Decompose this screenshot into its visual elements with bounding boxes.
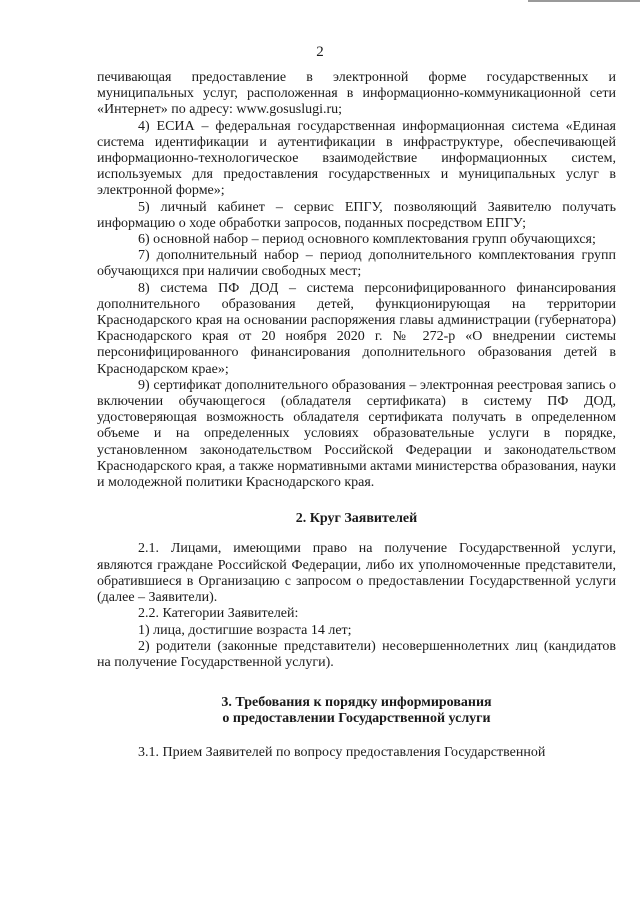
paragraph-2-1: 2.1. Лицами, имеющими право на получение Государственной услуги, являются граждане Российской Федерации, либо их уполномоченные представители, обратившиеся в Организацию с запросом о предоставлении Государственной услуги (далее – Заявители). [97, 541, 616, 606]
section-heading-informing-line2: о предоставлении Государственной услуги [222, 711, 491, 727]
section-heading-applicants: 2. Круг Заявителей [295, 511, 418, 527]
paragraph-esia: 4) ЕСИА – федеральная государственная информационная система «Единая система идентификации и аутентификации в инфраструктуре, обеспечивающей информационно-технологическое взаимодействие информационных систем, используемых для предоставления государственных и муниципальных услуг в электронной форме»; [97, 118, 616, 199]
document-body [97, 70, 616, 761]
paragraph-main-enrollment: 6) основной набор – период основного комплектования групп обучающихся; [138, 232, 596, 248]
paragraph-3-1: 3.1. Прием Заявителей по вопросу предоставления Государственной [138, 744, 546, 760]
paragraph-continuation: печивающая предоставление в электронной форме государственных и муниципальных услуг, расположенная в информационно-коммуникационной сети «Интернет» по адресу: www.gosuslugi.ru; [97, 70, 616, 118]
paragraph-pf-dod-system: 8) система ПФ ДОД – система персонифицированного финансирования дополнительного образования детей, функционирующая на территории Краснодарского края на основании распоряжения главы администрации (губернатора) Краснодарского края от 20 ноября 2020 г. № 272-р «О внедрении системы персонифицированного финансирования дополнительного образования детей в Краснодарском крае»; [97, 280, 616, 377]
list-item-parents: 2) родители (законные представители) несовершеннолетних лиц (кандидатов на получение Государственной услуги). [97, 638, 616, 670]
paragraph-certificate: 9) сертификат дополнительного образования – электронная реестровая запись о включении обучающегося (обладателя сертификата) в систему ПФ ДОД, удостоверяющая возможность обладателя сертификата получать в определенном объеме и на определенных условиях образовательные услуги в порядке, установленном законодательством Российской Федерации и законодательством Краснодарского края, а также нормативными актами министерства образования, науки и молодежной политики Краснодарского края. [97, 377, 616, 491]
page-number: 2 [316, 44, 324, 60]
section-heading-informing-line1: 3. Требования к порядку информирования [221, 695, 492, 711]
paragraph-2-2: 2.2. Категории Заявителей: [138, 606, 299, 622]
top-edge-rule [528, 0, 640, 2]
paragraph-additional-enrollment: 7) дополнительный набор – период дополнительного комплектования групп обучающихся при наличии свободных мест; [97, 248, 616, 280]
paragraph-personal-cabinet: 5) личный кабинет – сервис ЕПГУ, позволяющий Заявителю получать информацию о ходе обработки запросов, поданных посредством ЕПГУ; [97, 199, 616, 231]
list-item-persons-14: 1) лица, достигшие возраста 14 лет; [138, 622, 352, 638]
